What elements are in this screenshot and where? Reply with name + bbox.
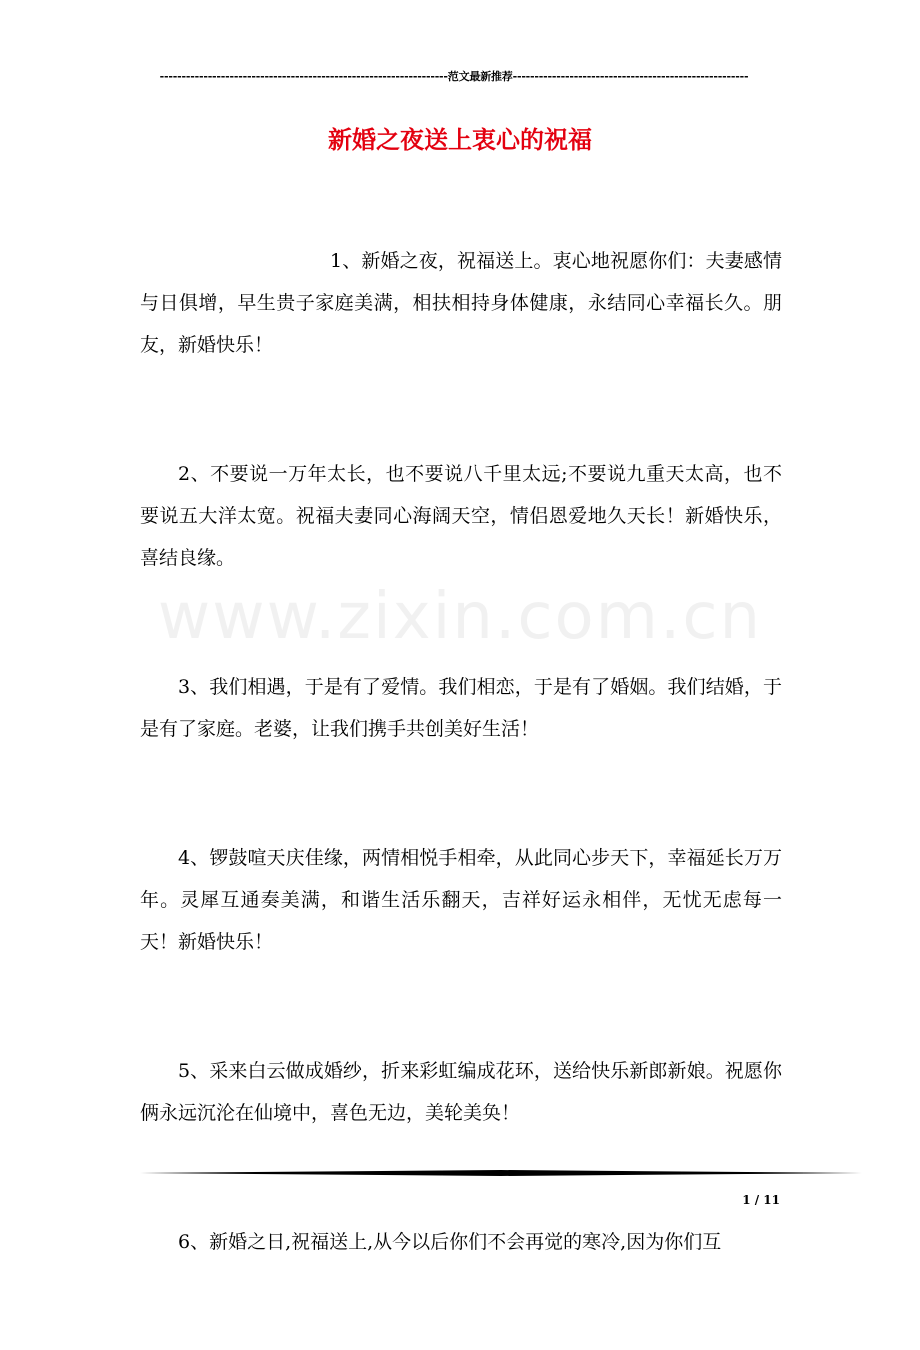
page-number: 1 / 11 <box>742 1193 780 1207</box>
paragraph-2: 2、不要说一万年太长，也不要说八千里太远;不要说九重天太高，也不要说五大洋太宽。祝福夫妻同心海阔天空，情侣恩爱地久天长！新婚快乐，喜结良缘。 <box>140 463 782 569</box>
document-body <box>140 240 782 1350</box>
footer-divider <box>140 1170 862 1176</box>
paragraph-3: 3、我们相遇，于是有了爱情。我们相恋，于是有了婚姻。我们结婚，于是有了家庭。老婆，让我们携手共创美好生活！ <box>140 676 782 740</box>
paragraph-1: 1、新婚之夜，祝福送上。衷心地祝愿你们：夫妻感情与日俱增，早生贵子家庭美满，相扶相持身体健康，永结同心幸福长久。朋友，新婚快乐！ <box>140 250 782 356</box>
watermark: www.zixin.com.cn <box>157 580 763 654</box>
document-title: 新婚之夜送上衷心的祝福 <box>328 125 592 154</box>
header-banner: ------------------------------------------------------------------范文最新推荐------------------------------------------------------ <box>159 70 749 83</box>
paragraph-6: 6、新婚之日,祝福送上,从今以后你们不会再觉的寒冷,因为你们互 <box>178 1231 722 1253</box>
paragraph-5: 5、采来白云做成婚纱，折来彩虹编成花环，送给快乐新郎新娘。祝愿你俩永远沉沦在仙境中，喜色无边，美轮美奂！ <box>140 1060 782 1124</box>
paragraph-4: 4、锣鼓喧天庆佳缘，两情相悦手相牵，从此同心步天下，幸福延长万万年。灵犀互通奏美满，和谐生活乐翻天，吉祥好运永相伴，无忧无虑每一天！新婚快乐！ <box>140 847 782 953</box>
